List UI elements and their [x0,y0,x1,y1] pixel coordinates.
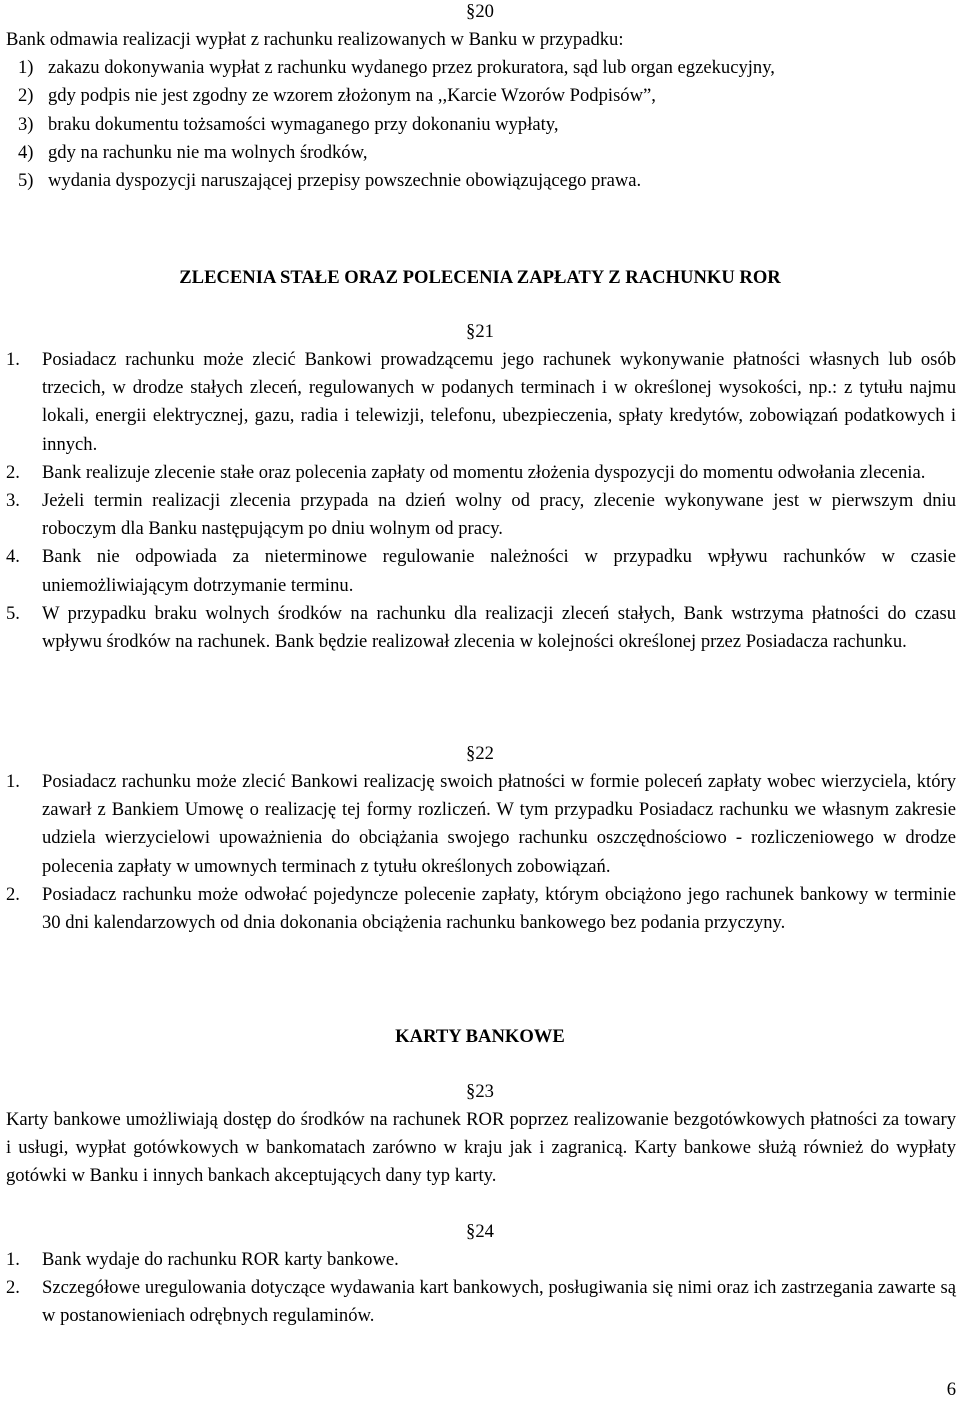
section-20-intro: Bank odmawia realizacji wypłat z rachunku realizowanych w Banku w przypadku: [6,29,624,50]
list-item: 4) gdy na rachunku nie ma wolnych środków, [18,141,368,163]
list-item: 2. Szczegółowe uregulowania dotyczące wydawania kart bankowych, posługiwania się nimi oraz ich zastrzegania zawarte są w postanowieniach odrębnych regulaminów. [6,1277,956,1327]
section-20-number: §20 [466,1,494,22]
section-23-text: Karty bankowe umożliwiają dostęp do środków na rachunek ROR poprzez realizowanie bezgotówkowych płatności za towary i usługi, wypłat gotówkowych w bankomatach zarówno w kraju jak i zagranicą. Karty bankowe służą również do wypłaty gotówki w Banku i innych bankach akceptujących dany typ karty. [6,1109,956,1187]
list-item: 1. Bank wydaje do rachunku ROR karty bankowe. [6,1249,399,1270]
section-sign-icon: § [466,1221,476,1242]
section-heading-bank-cards: KARTY BANKOWE [395,1026,565,1047]
list-item: 1. Posiadacz rachunku może zlecić Bankowi realizację swoich płatności w formie poleceń zapłaty wobec wierzyciela, który zawarł z Bankiem Umowę o realizację tej formy rozliczeń. W tym przypadku Posiadacz rachunku we własnym zakresie udziela wierzycielowi upoważnienia do obciążania swojego rachunku oszczędnościowo - rozliczeniowego w drodze polecenia zapłaty w umownych terminach z tytułu określonych zobowiązań. [6,771,956,877]
section-21-body [6,346,956,656]
list-item: 5. W przypadku braku wolnych środków na rachunku dla realizacji zleceń stałych, Bank wstrzyma płatności do czasu wpływu środków na rachunek. Bank będzie realizował zlecenia w kolejności określonej przez Posiadacza rachunku. [6,602,956,653]
section-heading-standing-orders: ZLECENIA STAŁE ORAZ POLECENIA ZAPŁATY Z RACHUNKU ROR [179,267,781,288]
list-item: 5) wydania dyspozycji naruszającej przepisy powszechnie obowiązującego prawa. [18,170,642,192]
list-item: 4. Bank nie odpowiada za nieterminowe regulowanie należności w przypadku wpływu rachunków w czasie uniemożliwiającym dotrzymanie terminu. [6,546,956,596]
section-20-body [6,26,956,195]
list-item: 2) gdy podpis nie jest zgodny ze wzorem złożonym na ,,Karcie Wzorów Podpisów”, [18,85,656,107]
section-21-number: §21 [466,321,494,342]
list-item: 3) braku dokumentu tożsamości wymaganego przy dokonaniu wypłaty, [18,113,559,135]
section-22-body [6,768,956,937]
section-24-number: §24 [466,1221,494,1242]
section-24-body [6,1246,956,1331]
section-sign-icon: § [466,1081,476,1102]
section-23-body [6,1106,956,1191]
list-item: 3. Jeżeli termin realizacji zlecenia przypada na dzień wolny od pracy, zlecenie wykonywane jest w pierwszym dniu roboczym dla Banku następującym po dniu wolnym od pracy. [6,490,956,540]
list-item: 2. Bank realizuje zlecenie stałe oraz polecenia zapłaty od momentu złożenia dyspozycji do momentu odwołania zlecenia. [6,461,926,483]
list-item: 1) zakazu dokonywania wypłat z rachunku wydanego przez prokuratora, sąd lub organ egzekucyjny, [18,57,775,79]
list-item: 1. Posiadacz rachunku może zlecić Bankowi prowadzącemu jego rachunek wykonywanie płatności własnych lub osób trzecich, w drodze stałych zleceń, regulowanych w podanych terminach i w określonej wysokości, np.: z tytułu najmu lokali, energii elektrycznej, gazu, radia i telewizji, telefonu, ubezpieczenia, spłaty kredytów, zobowiązań podatkowych i innych. [6,349,956,455]
section-23-number: §23 [466,1081,494,1102]
section-sign-icon: § [466,1,476,22]
list-item: 2. Posiadacz rachunku może odwołać pojedyncze polecenie zapłaty, którym obciążono jego rachunek bankowy w terminie 30 dni kalendarzowych od dnia dokonania obciążenia rachunku bankowego bez podania przyczyny. [6,883,956,934]
section-sign-icon: § [466,321,476,342]
section-sign-icon: § [466,743,476,764]
page-number: 6 [946,1379,956,1400]
section-22-number: §22 [466,743,494,764]
